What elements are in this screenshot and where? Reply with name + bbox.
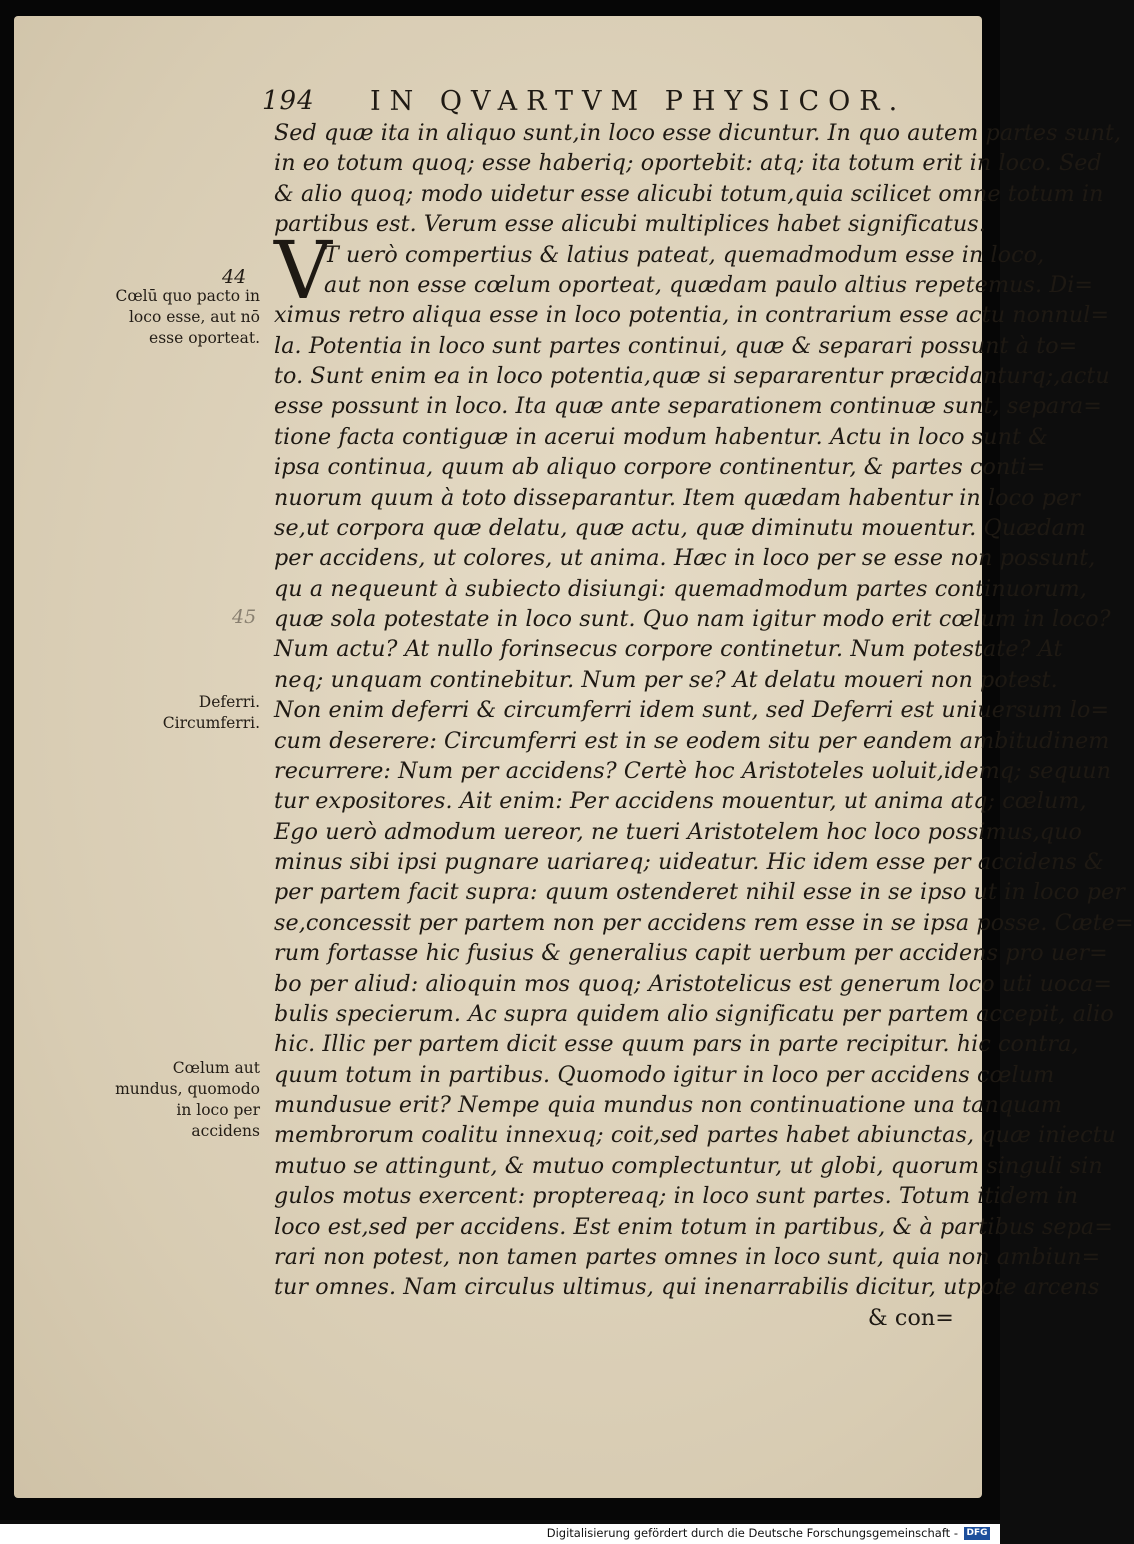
drop-cap: V — [274, 224, 332, 317]
page-number: 194 — [262, 86, 315, 116]
text-line: to. Sunt enim ea in loco potentia,quæ si separarentur præcidanturq;,actu — [274, 363, 1110, 389]
margin-note-coelum-in-loco: Cœlū quo pacto in loco esse, aut nō esse oporteat. — [115, 287, 260, 347]
text-line: loco est,sed per accidens. Est enim totum in partibus, & à partibus sepa= — [274, 1213, 1113, 1240]
text-line: quum totum in partibus. Quomodo igitur in loco per accidens cœlum — [274, 1061, 1055, 1088]
text-line: esse possunt in loco. Ita quæ ante separationem continuæ sunt, separa= — [274, 393, 1102, 420]
text-line: mutuo se attingunt, & mutuo complectuntur, ut globi, quorum singuli sin — [274, 1152, 1103, 1179]
text-line: & alio quoq; modo uidetur esse alicubi totum,quia scilicet omne totum in — [274, 180, 1104, 207]
text-line: ipsa continua, quum ab aliquo corpore continentur, & partes conti= — [274, 454, 1046, 481]
text-line: bulis specierum. Ac supra quidem alio significatu per partem accepit, alio — [274, 1000, 1114, 1027]
text-line: Num actu? At nullo forinsecus corpore continetur. Num potestate? At — [274, 636, 1063, 663]
margin-number-44: 44 — [222, 266, 247, 288]
page-header — [262, 86, 952, 116]
text-line: Ego uerò admodum uereor, ne tueri Aristotelem hoc loco possimus,quo — [274, 818, 1082, 845]
footer-credit: Digitalisierung gefördert durch die Deutsche Forschungsgemeinschaft - — [546, 1526, 958, 1540]
text-line: in eo totum quoq; esse haberiq; oportebit: atq; ita totum erit in loco. Sed — [274, 150, 1102, 177]
text-line: bo per aliud: alioquin mos quoq; Aristotelicus est generum loco uti uoca= — [274, 970, 1113, 997]
running-head: IN QVARTVM PHYSICOR. — [370, 86, 907, 117]
text-line: neq; unquam continebitur. Num per se? At delatu moueri non potest. — [274, 666, 1058, 693]
text-line: cum deserere: Circumferri est in se eodem situ per eandem ambitudinem — [274, 727, 1110, 754]
text-line: aut non esse cœlum oporteat, quædam paulo altius repetemus. Di= — [324, 271, 1094, 298]
text-line: ximus retro aliqua esse in loco potentia, in contrarium esse actu nonnul= — [274, 302, 1110, 329]
text-line: T uerò compertius & latius pateat, quemadmodum esse in loco, — [324, 241, 1045, 268]
text-line: tione facta contiguæ in acerui modum habentur. Actu in loco sunt & — [274, 423, 1048, 450]
text-line: quæ sola potestate in loco sunt. Quo nam igitur modo erit cœlum in loco? — [274, 606, 1111, 632]
text-line: nuorum quum à toto disseparantur. Item quædam habentur in loco per — [274, 484, 1080, 511]
margin-note-coelum-mundus: Cœlum aut mundus, quomodo in loco per accidens — [115, 1059, 260, 1140]
footer-bar — [0, 1524, 1000, 1544]
text-line: Non enim deferri & circumferri idem sunt, sed Deferri est uniuersum lo= — [274, 697, 1110, 724]
main-text-block — [274, 118, 1134, 1333]
text-line: rum fortasse hic fusius & generalius capit uerbum per accidens pro uer= — [274, 940, 1108, 967]
text-line: la. Potentia in loco sunt partes continui, quæ & separari possunt à to= — [274, 332, 1078, 359]
text-line: partibus est. Verum esse alicubi multiplices habet significatus. — [274, 211, 986, 238]
text-line: per accidens, ut colores, ut anima. Hæc in loco per se esse non possunt, — [274, 545, 1096, 572]
text-line: tur omnes. Nam circulus ultimus, qui inenarrabilis dicitur, utpote arcens — [274, 1274, 1100, 1301]
text-line: tur expositores. Ait enim: Per accidens mouentur, ut anima atq; cœlum, — [274, 788, 1087, 815]
text-line: membrorum coalitu innexuq; coit,sed partes habet abiunctas, quæ iniectu — [274, 1122, 1117, 1149]
text-line: per partem facit supra: quum ostenderet nihil esse in se ipso ut in loco per — [274, 879, 1125, 906]
margin-note-deferri: Deferri. Circumferri. — [162, 693, 260, 732]
catchword: & con= — [867, 1304, 954, 1331]
dfg-logo: DFG — [964, 1527, 990, 1540]
text-line: gulos motus exercent: proptereaq; in loco sunt partes. Totum itidem in — [274, 1183, 1079, 1210]
text-line: hic. Illic per partem dicit esse quum pars in parte recipitur. hic contra, — [274, 1031, 1079, 1058]
text-line: minus sibi ipsi pugnare uariareq; uideatur. Hic idem esse per accidens & — [274, 849, 1104, 875]
margin-number-45: 45 — [232, 606, 257, 628]
text-line: Sed quæ ita in aliquo sunt,in loco esse dicuntur. In quo autem partes sunt, — [274, 120, 1122, 146]
text-line: rari non potest, non tamen partes omnes in loco sunt, quia non ambiun= — [274, 1243, 1101, 1270]
text-line: recurrere: Num per accidens? Certè hoc Aristoteles uoluit,idemq; sequun — [274, 757, 1112, 784]
text-line: se,concessit per partem non per accidens rem esse in se ipsa posse. Cæte= — [274, 909, 1134, 936]
text-line: se,ut corpora quæ delatu, quæ actu, quæ diminutu mouentur. Quædam — [274, 514, 1086, 541]
text-line: mundusue erit? Nempe quia mundus non continuatione una tanquam — [274, 1092, 1063, 1118]
text-line: qu a nequeunt à subiecto disiungi: quemadmodum partes continuorum, — [274, 575, 1087, 602]
